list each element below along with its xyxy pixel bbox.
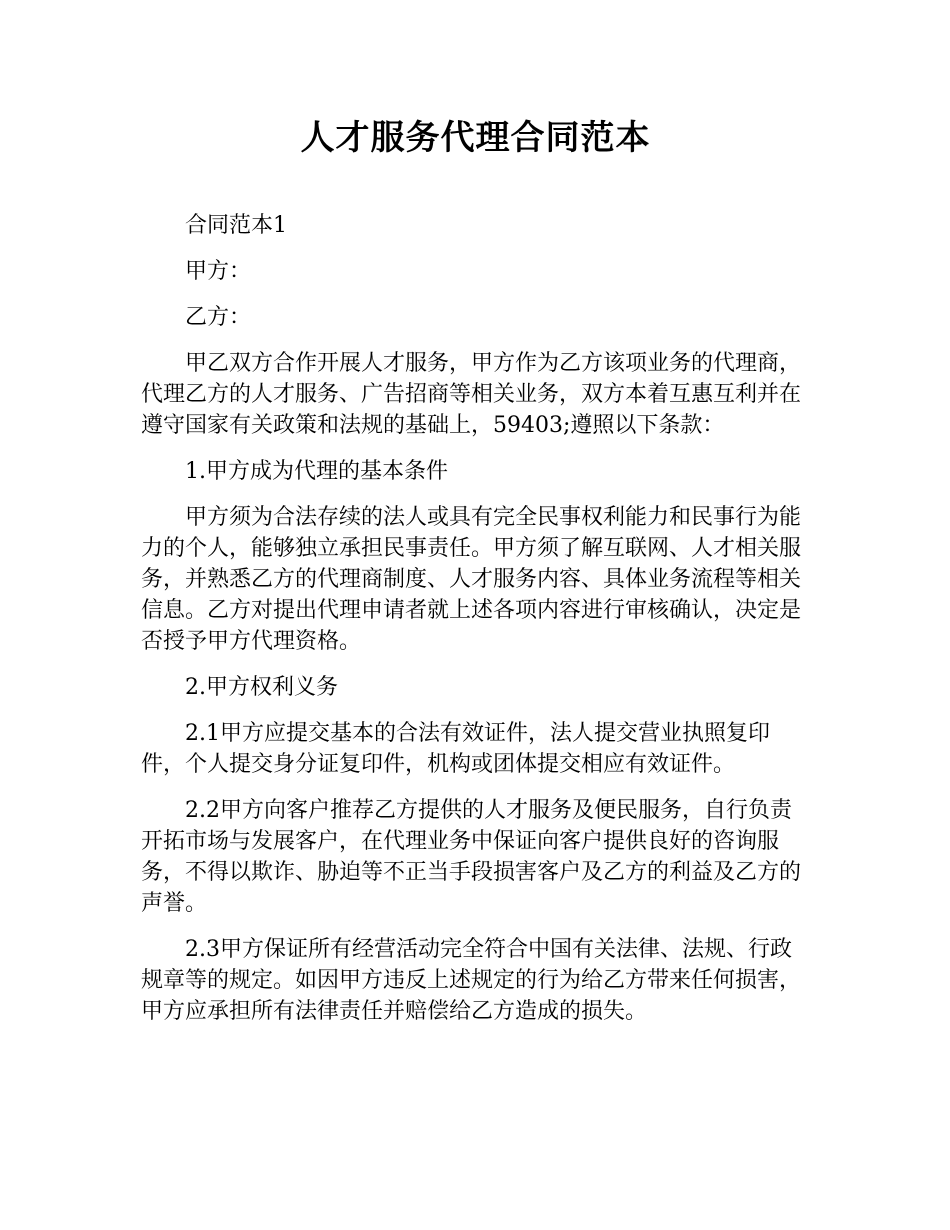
paragraph-clause-2-1: 2.1甲方应提交基本的合法有效证件，法人提交营业执照复印件，个人提交身分证复印件，机构或团体提交相应有效证件。 [141, 721, 770, 777]
paragraph-section-1-body: 甲方须为合法存续的法人或具有完全民事权利能力和民事行为能力的个人，能够独立承担民事责任。甲方须了解互联网、人才相关服务，并熟悉乙方的代理商制度、人才服务内容、具体业务流程等相关信息。乙方对提出代理申请者就上述各项内容进行审核确认，决定是否授予甲方代理资格。 [141, 505, 802, 654]
document-title: 人才服务代理合同范本 [300, 118, 651, 158]
paragraph-preamble: 甲乙双方合作开展人才服务，甲方作为乙方该项业务的代理商，代理乙方的人才服务、广告招商等相关业务，双方本着互惠互利并在遵守国家有关政策和法规的基础上，59403;遵照以下条款： [141, 351, 802, 438]
paragraph-contract-sample-label: 合同范本1 [185, 213, 287, 238]
paragraph-clause-2-2: 2.2甲方向客户推荐乙方提供的人才服务及便民服务，自行负责开拓市场与发展客户，在代理业务中保证向客户提供良好的咨询服务，不得以欺诈、胁迫等不正当手段损害客户及乙方的利益及乙方的声誉。 [141, 798, 802, 916]
paragraph-clause-2-3: 2.3甲方保证所有经营活动完全符合中国有关法律、法规、行政规章等的规定。如因甲方违反上述规定的行为给乙方带来任何损害，甲方应承担所有法律责任并赔偿给乙方造成的损失。 [141, 937, 802, 1024]
paragraph-party-b: 乙方： [185, 305, 252, 330]
section-heading-1: 1.甲方成为代理的基本条件 [185, 459, 448, 484]
paragraph-party-a: 甲方： [185, 259, 252, 284]
section-heading-2: 2.甲方权利义务 [185, 675, 338, 700]
